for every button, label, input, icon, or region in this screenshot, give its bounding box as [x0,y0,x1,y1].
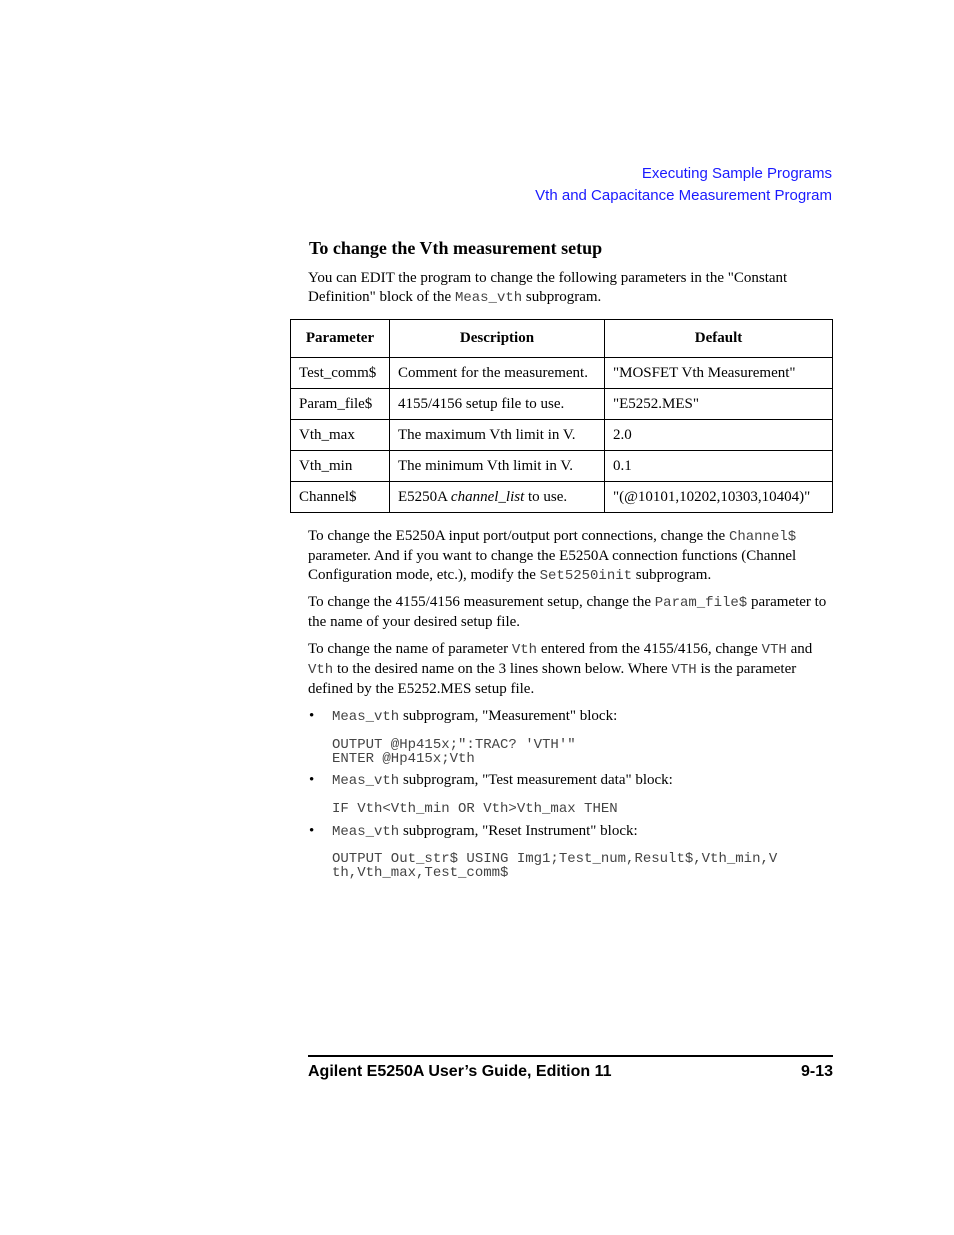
code-listing: OUTPUT @Hp415x;":TRAC? 'VTH'" ENTER @Hp415x;Vth [332,737,576,767]
table-header-row [291,320,833,358]
parameter-table [290,319,833,513]
cell-parameter: Vth_min [291,451,390,482]
paragraph-text: is the parameter defined by the E5252.MES setup file. [308,661,797,697]
cell-default: 2.0 [605,420,833,451]
cell-parameter: Test_comm$ [291,358,390,389]
intro-paragraph [308,269,833,308]
description-text: to use. [524,488,568,505]
description-italic: channel_list [450,488,525,505]
chapter-link[interactable]: Executing Sample Programs [641,165,832,182]
cell-parameter: Vth_max [291,420,390,451]
name-paragraph [308,640,833,699]
inline-code: VTH [761,642,787,658]
inline-code: Channel$ [728,529,797,545]
column-header-parameter: Parameter [291,320,390,358]
cell-default: "(@10101,10202,10303,10404)" [605,482,833,513]
paragraph-text: and [786,641,813,657]
page-number: 9-13 [800,1063,833,1080]
list-item [309,708,617,725]
cell-default: "E5252.MES" [605,389,833,420]
cell-parameter: Param_file$ [291,389,390,420]
column-header-description: Description [390,320,605,358]
list-item-text: subprogram, "Test measurement data" block: [399,772,673,788]
cell-parameter: Channel$ [291,482,390,513]
paragraph-text: subprogram. [632,567,712,583]
intro-text: You can EDIT the program to change the following parameters in the "Constant Definition" block of the [308,270,788,305]
paragraph-text: parameter to the name of your desired setup file. [308,594,827,630]
cell-description: Comment for the measurement. [390,358,605,389]
list-item-text: subprogram, "Reset Instrument" block: [399,823,638,839]
table-row [291,420,833,451]
paragraph-text: To change the name of parameter [308,641,512,657]
intro-text: subprogram. [522,289,602,305]
paragraph-text: To change the E5250A input port/output port connections, change the [308,528,729,544]
table-row [291,389,833,420]
table-row [291,358,833,389]
footer-title: Agilent E5250A User’s Guide, Edition 11 [308,1063,612,1080]
list-item [309,823,638,840]
paragraph-text: parameter. And if you want to change the E5250A connection functions (Channel Configuration mode, etc.), modify the [308,548,797,583]
column-header-default: Default [605,320,833,358]
section-link[interactable]: Vth and Capacitance Measurement Program [535,187,832,204]
footer-divider [308,1055,833,1057]
cell-default: "MOSFET Vth Measurement" [605,358,833,389]
cell-description [390,482,605,513]
bullet-marker: • [309,708,315,724]
code-listing: OUTPUT Out_str$ USING Img1;Test_num,Result$,Vth_min,V th,Vth_max,Test_comm$ [332,851,778,881]
inline-code: Param_file$ [654,595,748,611]
cell-default: 0.1 [605,451,833,482]
inline-code: Meas_vth [332,824,400,840]
inline-code: VTH [671,662,697,678]
inline-code: Vth [308,662,334,678]
list-item [309,772,673,789]
paragraph-text: To change the 4155/4156 measurement setup, change the [308,594,655,610]
table-row [291,451,833,482]
paragraph-text: to the desired name on the 3 lines shown below. Where [333,661,672,677]
cell-description: The maximum Vth limit in V. [390,420,605,451]
setup-paragraph [308,593,833,632]
table-row [291,482,833,513]
cell-description: The minimum Vth limit in V. [390,451,605,482]
bullet-marker: • [309,772,315,788]
list-item-text: subprogram, "Measurement" block: [399,708,618,724]
inline-code: Vth [511,642,538,658]
inline-code: Meas_vth [332,709,400,725]
paragraph-text: entered from the 4155/4156, change [537,641,762,657]
inline-code: Meas_vth [332,773,400,789]
inline-code: Set5250init [539,568,633,584]
cell-description: 4155/4156 setup file to use. [390,389,605,420]
channel-paragraph [308,527,833,586]
bullet-marker: • [309,823,315,839]
section-heading: To change the Vth measurement setup [309,238,603,258]
inline-code: Meas_vth [454,290,523,306]
description-text: E5250A [398,488,451,505]
code-listing: IF Vth<Vth_min OR Vth>Vth_max THEN [332,801,618,817]
